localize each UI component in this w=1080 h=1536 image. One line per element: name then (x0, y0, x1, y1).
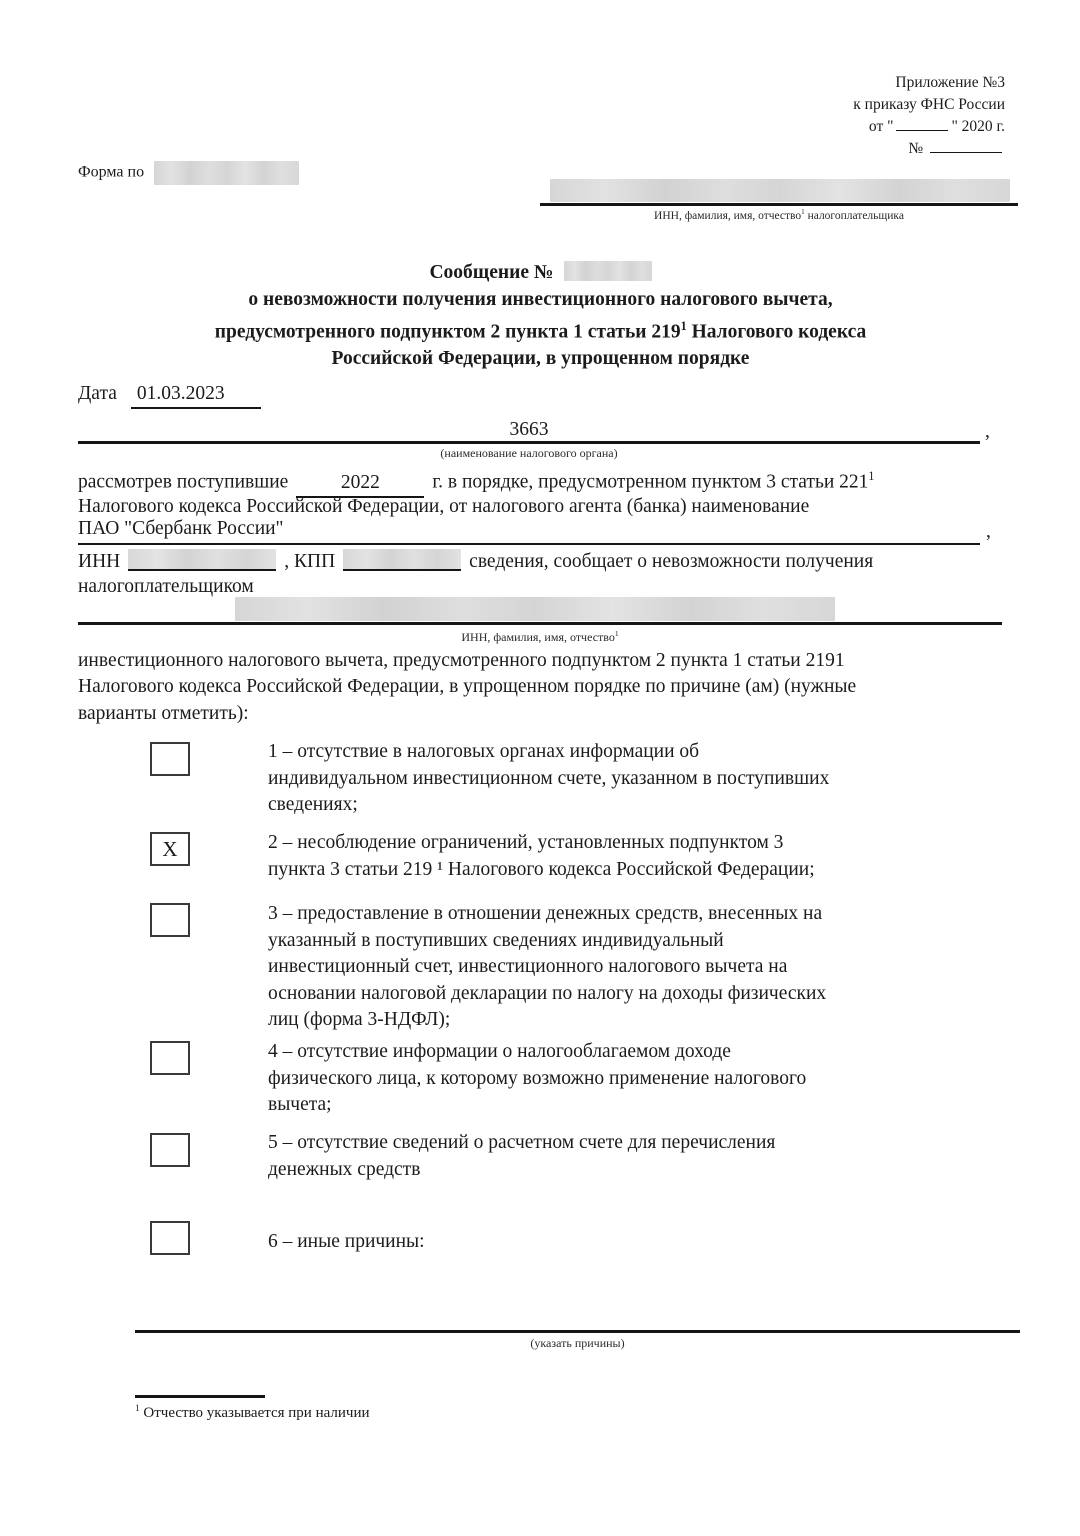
reason-text-3: 3 – предоставление в отношении денежных средств, внесенных на указанный в поступивших сведениях индивидуальный инвестиционный счет, инвестиционного налогового вычета на основании налоговой декларации по налогу на доходы физических лиц (форма 3-НДФЛ); (268, 903, 827, 1030)
p1-line2: Налогового кодекса Российской Федерации, от налогового агента (банка) наименование (78, 496, 810, 517)
footnote-separator (135, 1395, 265, 1398)
date-field[interactable]: 01.03.2023 (131, 383, 261, 409)
reason-mark-2: X (162, 837, 178, 861)
redacted-message-number (564, 261, 652, 281)
taxpayer-header-caption-sup: 1 (801, 208, 805, 216)
p1-post: г. в порядке, предусмотренном пунктом 3 статьи 221 (432, 471, 869, 493)
reason-checkbox-1[interactable] (150, 742, 190, 776)
document-title (78, 260, 1003, 373)
reason-checkbox-6[interactable] (150, 1221, 190, 1255)
reason-checkbox-3[interactable] (150, 903, 190, 937)
title-line4: Российской Федерации, в упрощенном порядке (331, 348, 750, 369)
taxpayer-name-caption-sup: 1 (614, 629, 619, 638)
title-line3-sup: 1 (680, 319, 687, 333)
appendix-date-suffix: " 2020 г. (951, 118, 1005, 135)
footnote-text: Отчество указывается при наличии (139, 1405, 370, 1421)
reason-checkbox-2[interactable] (150, 832, 190, 866)
reasons-fill-caption: (указать причины) (530, 1336, 625, 1350)
authority-caption: (наименование налогового органа) (440, 446, 618, 460)
bank-name-value: ПАО "Сбербанк России" (78, 518, 284, 539)
taxpayer-header-caption-pre: ИНН, фамилия, имя, отчество (654, 209, 802, 222)
title-message-no: Сообщение № (429, 262, 554, 283)
p3-line1: инвестиционного налогового вычета, предусмотренного подпунктом 2 пункта 1 статьи 2191 (78, 650, 845, 671)
footnote (135, 1404, 370, 1422)
p3-line3: варианты отметить): (78, 703, 249, 724)
p1-pre: рассмотрев поступившие (78, 471, 289, 493)
date-label: Дата (78, 383, 117, 404)
p2-tail: сведения, сообщает о невозможности получения (469, 551, 874, 572)
reason-checkbox-5[interactable] (150, 1133, 190, 1167)
reason-text-4: 4 – отсутствие информации о налогооблагаемом доходе физического лица, к которому возможно применение налогового вычета; (268, 1041, 807, 1115)
title-line3 (78, 313, 1003, 346)
form-code-row (78, 161, 299, 185)
appendix-block (853, 72, 1005, 160)
p3-line2: Налогового кодекса Российской Федерации, в упрощенном порядке по причине (ам) (нужные (78, 676, 857, 697)
reason-text-6: 6 – иные причины: (268, 1231, 425, 1252)
appendix-number-blank[interactable] (930, 139, 1002, 153)
redacted-form-code (154, 161, 299, 185)
taxpayer-name-rule (78, 622, 1002, 625)
taxpayer-header-rule (540, 203, 1018, 206)
p1-post-sup: 1 (868, 469, 875, 483)
redacted-inn-value[interactable] (128, 549, 276, 571)
authority-rule (78, 441, 980, 444)
redacted-taxpayer-name (235, 597, 835, 621)
kpp-label: , КПП (284, 551, 336, 572)
p2-line2: налогоплательщиком (78, 576, 254, 597)
bank-line-comma: , (986, 521, 991, 542)
inn-label: ИНН (78, 551, 121, 572)
authority-comma: , (985, 421, 990, 442)
appendix-date-prefix: от " (868, 118, 894, 135)
reason-checkbox-4[interactable] (150, 1041, 190, 1075)
taxpayer-header-caption-post: налогоплательщика (804, 209, 904, 222)
redacted-taxpayer-header (550, 179, 1010, 202)
date-row (78, 383, 261, 409)
appendix-line4 (853, 138, 1005, 160)
appendix-line2: к приказу ФНС России (853, 96, 1005, 113)
reason-text-1: 1 – отсутствие в налоговых органах информации об индивидуальном инвестиционном счете, указанном в поступивших сведениях; (268, 741, 830, 815)
year-field[interactable]: 2022 (296, 472, 424, 498)
appendix-line3 (853, 116, 1005, 138)
bank-name-field[interactable] (78, 518, 980, 545)
footnote-sup: 1 (135, 1404, 140, 1414)
reasons-fill-line[interactable] (135, 1330, 1020, 1333)
appendix-line1: Приложение №3 (895, 74, 1005, 91)
title-line3-post: Налогового кодекса (686, 321, 867, 343)
reason-text-5: 5 – отсутствие сведений о расчетном счете для перечисления денежных средств (268, 1132, 776, 1180)
p1-line1 (78, 469, 874, 498)
appendix-date-blank[interactable] (896, 117, 948, 131)
redacted-kpp-value[interactable] (343, 549, 461, 571)
title-line3-pre: предусмотренного подпунктом 2 пункта 1 статьи 219 (214, 321, 681, 343)
taxpayer-name-caption (78, 629, 1002, 645)
reason-text-2: 2 – несоблюдение ограничений, установленных подпунктом 3 пункта 3 статьи 219 ¹ Налогового кодекса Российской Федерации; (268, 832, 815, 880)
p2-line1 (78, 549, 873, 573)
title-line1 (78, 260, 1003, 287)
title-line2: о невозможности получения инвестиционного налогового вычета, (248, 288, 833, 310)
appendix-number-label: № (908, 140, 924, 157)
authority-code: 3663 (509, 419, 549, 440)
form-code-label: Форма по (78, 163, 145, 181)
taxpayer-header-caption (540, 208, 1018, 222)
taxpayer-name-caption-pre: ИНН, фамилия, имя, отчество (461, 630, 615, 644)
